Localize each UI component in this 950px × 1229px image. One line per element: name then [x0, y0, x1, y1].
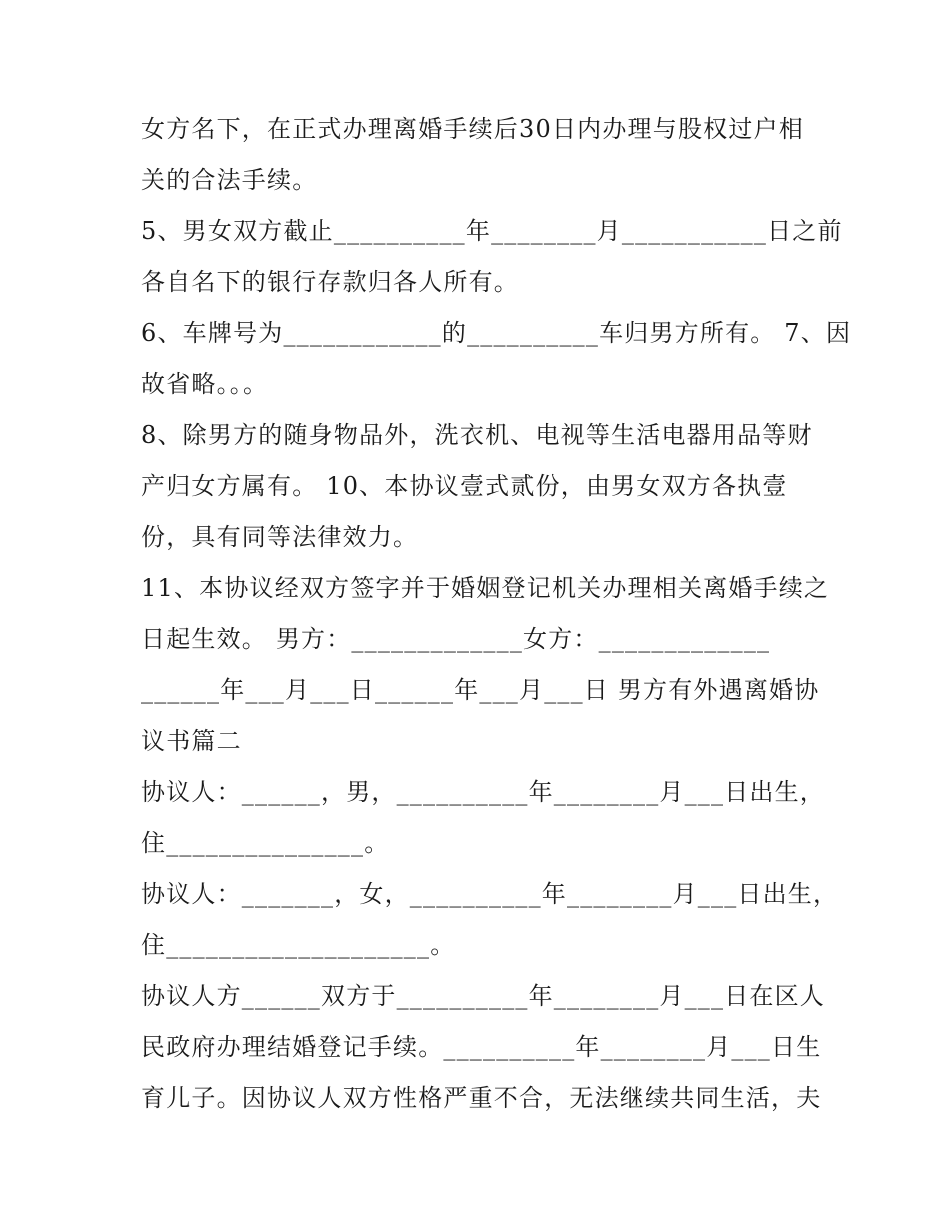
text-line: 民政府办理结婚登记手续。__________年________月___日生 — [141, 1033, 822, 1061]
text-line: 各自名下的银行存款归各人所有。 — [141, 268, 519, 296]
text-line: 女方名下，在正式办理离婚手续后30日内办理与股权过户相 — [141, 115, 804, 143]
text-line: 议书篇二 — [141, 727, 242, 755]
text-line: 协议人：_______，女，__________年________月___日出生， — [141, 880, 839, 908]
text-line: 份，具有同等法律效力。 — [141, 523, 419, 551]
text-line: 关的合法手续。 — [141, 166, 318, 194]
text-line: 住____________________。 — [141, 931, 456, 959]
text-line: 住_______________。 — [141, 829, 390, 857]
text-line: 产归女方属有。 10、本协议壹式贰份，由男女双方各执壹 — [141, 472, 788, 500]
text-line: 日起生效。 男方：_____________女方：_____________ — [141, 625, 771, 653]
text-line: 协议人方______双方于__________年________月___日在区人 — [141, 982, 825, 1010]
text-line: ______年___月___日______年___月___日 男方有外遇离婚协 — [141, 676, 820, 704]
text-line: 11、本协议经双方签字并于婚姻登记机关办理相关离婚手续之 — [141, 574, 830, 602]
text-line: 8、除男方的随身物品外，洗衣机、电视等生活电器用品等财 — [141, 421, 813, 449]
text-line: 育儿子。因协议人双方性格严重不合，无法继续共同生活，夫 — [141, 1084, 822, 1112]
text-line: 故省略。。。 — [141, 370, 269, 398]
text-line: 6、车牌号为____________的__________车归男方所有。 7、因 — [141, 319, 852, 347]
text-line: 协议人：______，男，__________年________月___日出生， — [141, 778, 825, 806]
text-line: 5、男女双方截止__________年________月___________日之前 — [141, 217, 843, 245]
